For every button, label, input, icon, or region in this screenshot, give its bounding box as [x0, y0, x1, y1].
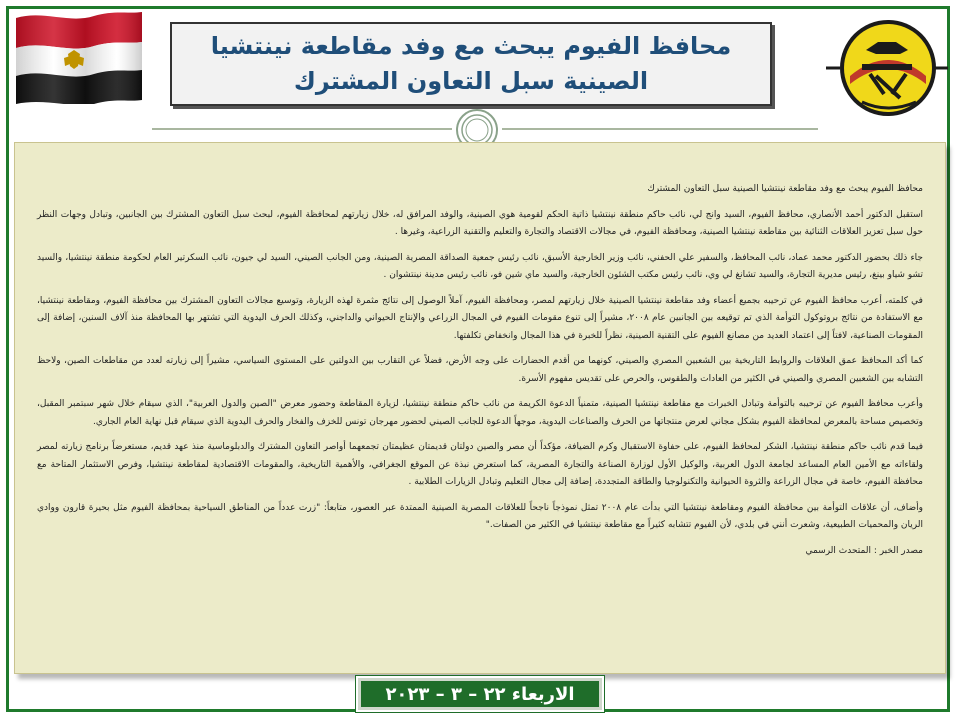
divider-right: [502, 128, 818, 130]
title-box: [170, 22, 772, 106]
article-paragraph: استقبل الدكتور أحمد الأنصاري، محافظ الفيوم، السيد وانج لي، نائب حاكم منطقة نينتشيا ذاتية الحكم لقومية هوي الصينية، والوفد المرافق له، خلال زيارتهم لمحافظة الفيوم، لبحث سبل التعاون المشترك بين الجانبين، وتبادل وجهات النظر حول سبل تعزيز العلاقات الثنائية بين مقاطعة نينتشيا الصينية، ومحافظة الفيوم، في مجالات الاقتصاد والتجارة والتعليم والتقنية الزراعية، وغيرها .: [37, 209, 923, 237]
article-paragraph: وأعرب محافظ الفيوم عن ترحيبه بالتوأمة وتبادل الخبرات مع مقاطعة نينتشيا الصينية، متمنياً الدعوة الكريمة من نائب حاكم منطقة نينتشيا، لزيارة المقاطعة وحضور معرض "الصين والدول العربية"، الذي سيقام خلال شهر سبتمبر المقبل، وتخصيص مساحة بالمعرض لمحافظة الفيوم بشكل مجاني لعرض منتجاتها من الحرف والصناعات اليدوية، موجهاً الدعوة للجانب الصيني لحضور مهرجان تونس للخزف والفخار والحرف اليدوية الذي سيقام قبل نهاية العام الجاري.: [37, 399, 923, 427]
date-label: الاربعاء ٢٢ – ٣ – ٢٠٢٣: [385, 683, 575, 705]
article-paragraph: وأضاف، أن علاقات التوأمة بين محافظة الفيوم ومقاطعة نينتشيا التي بدأت عام ٢٠٠٨ تمثل نموذجاً ناجحاً للعلاقات المصرية الصينية الممتدة عبر العصور، متابعاً: "زرت عدداً من المناطق السياحية بمحافظة الفيوم مثل بحيرة قارون ووادي الريان والمحميات الطبيعية، وشعرت أنني في بلدي، لأن الفيوم تتشابه كثيراً مع مقاطعة نينتشيا في الكثير من الصفات.": [37, 502, 923, 530]
article-headline: محافظ الفيوم يبحث مع وفد مقاطعة نينتشيا الصينية سبل التعاون المشترك: [647, 184, 923, 194]
egypt-flag-icon: [14, 8, 144, 104]
article-paragraph: كما أكد المحافظ عمق العلاقات والروابط التاريخية بين الشعبين المصري والصيني، كونهما من أقدم الحضارات على وجه الأرض، فضلاً عن التقارب بين الدولتين على المستوى السياسي، مشيراً إلى زيارته لعدد من مقاطعات الصين، ولاحظ التشابه بين الشعبين المصري والصيني في الكثير من العادات والطقوس، والحرص على تقديس مفهوم الأسرة.: [37, 356, 923, 384]
article-paragraph: في كلمته، أعرب محافظ الفيوم عن ترحيبه بجميع أعضاء وفد مقاطعة نينتشيا الصينية خلال زيارتهم لمصر، ومحافظة الفيوم، آملاً الوصول إلى نتائج مثمرة لهذه الزيارة، وتوسيع مجالات التعاون المشترك بين محافظة الفيوم، ومقاطعة نينتشيا، مع الاستفادة من نتائج بروتوكول التوأمة الذي تم توقيعه بين الجانبين عام ٢٠٠٨، مشيراً إلى تنوع مقومات الفيوم في المجال الزراعي والإنتاج الحيواني والداجني، وكذلك الحرف اليدوية التي تشتهر بها المحافظة منذ آلاف السنين، إضافة إلى المقومات الصناعية، لافتاً إلى اعتماد العديد من مصانع الفيوم على التقنية الصينية، نظراً للخبرة في هذا المجال وانخفاض تكلفتها.: [37, 295, 923, 341]
article-panel: [14, 142, 946, 674]
page-title: محافظ الفيوم يبحث مع وفد مقاطعة نينتشيا الصينية سبل التعاون المشترك: [210, 32, 732, 95]
article-paragraph: فيما قدم نائب حاكم منطقة نينتشيا، الشكر لمحافظ الفيوم، على حفاوة الاستقبال وكرم الضيافة، مؤكداً أن مصر والصين دولتان قديمتان عظيمتان تجمعهما أواصر التعاون المشترك والدبلوماسية منذ عهد قديم، مستعرضاً برنامج زيارته لمصر ولقاءاته مع الأمين العام المساعد لجامعة الدول العربية، والوكيل الأول لوزارة الصناعة والتجارة المصرية، كما استعرض نبذة عن الموقع الجغرافي، والأهمية التاريخية، والمقومات الاقتصادية لمقاطعة نينتشيا، وفرص الاستثمار المتاحة مع محافظة الفيوم، خاصة في مجال الزراعة والثروة الحيوانية والتكنولوجيا والطاقة المتجددة، إضافة إلى مجال التعليم وتبادل الزيارات الطلابية .: [37, 442, 923, 487]
date-banner: [356, 676, 604, 712]
article-paragraph: جاء ذلك بحضور الدكتور محمد عماد، نائب المحافظ، والسفير علي الحفني، نائب وزير الخارجية الأسبق، نائب رئيس جمعية الصداقة المصرية الصينية، ومن الجانب الصيني، السيد لي جيون، نائب السكرتير العام لحكومة منطقة نينتشيا، والسيد تشو شياو بينغ، رئيس مديرية التجارة، والسيد تشانغ لي وي، نائب رئيس مكتب الشئون الخارجية، والسيد ماي شين فو، نائب رئيس مدينة نينتشوان .: [37, 252, 923, 280]
article-source: مصدر الخبر : المتحدث الرسمي: [805, 545, 923, 556]
fayoum-governorate-logo-icon: [826, 14, 948, 122]
article-body: [37, 181, 923, 560]
divider-left: [152, 128, 452, 130]
